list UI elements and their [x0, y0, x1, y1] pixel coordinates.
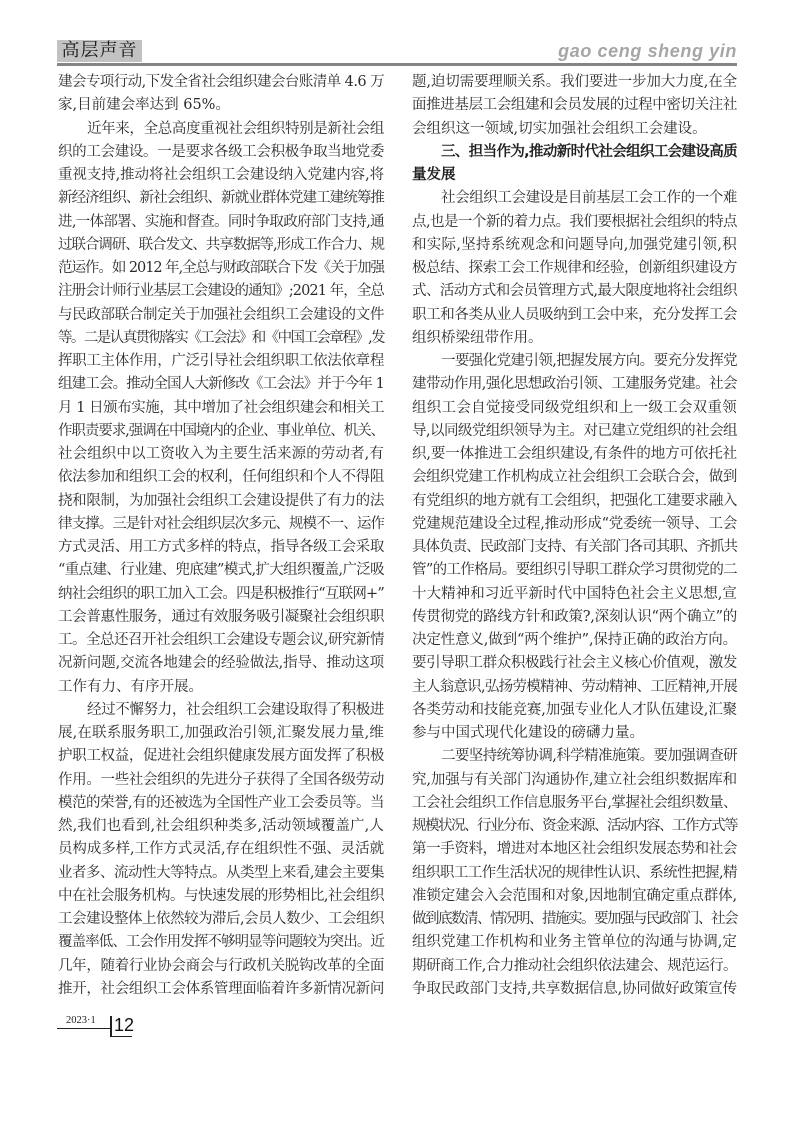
text-line: 覆盖率低、工会作用发挥不够明显等问题较为突出。近 — [58, 934, 384, 951]
text-line: 会组织党建工作机构成立社会组织工会联合会，做到 — [412, 469, 737, 486]
section-pinyin: gao ceng sheng yin — [558, 41, 737, 61]
paragraph — [58, 71, 384, 118]
text-line: 第一手资料，增进对本地区社会组织发展态势和社会 — [412, 841, 737, 858]
text-line: 导,以同级党组织领导为主。对已建立党组织的社会组 — [412, 422, 737, 439]
text-line: 建带动作用,强化思想政治引领、工建服务党建。社会 — [412, 376, 737, 393]
text-line: 组织党建工作机构和业务主管单位的沟通与协调,定 — [412, 934, 737, 951]
section-heading — [412, 141, 737, 188]
text-line: 一要强化党建引领,把握发展方向。要充分发挥党 — [441, 353, 737, 369]
text-line: 况新问题,交流各地建会的经验做法,指导、推动这项 — [58, 655, 384, 672]
text-line: 月 1 日颁布实施，其中增加了社会组织建会和相关工 — [58, 399, 384, 416]
text-line: 各类劳动和技能竞赛,加强专业化人才队伍建设,汇聚 — [412, 701, 737, 718]
text-line: 做到底数清、情况明、措施实。要加强与民政部门、社会 — [412, 911, 737, 927]
text-line: 近年来，全总高度重视社会组织特别是新社会组 — [87, 120, 384, 137]
text-line: 模范的荣誉,有的还被选为全国性产业工会委员等。当 — [58, 794, 384, 811]
text-line: 规模状况、行业分布、资金来源、活动内容、工作方式等 — [412, 818, 737, 834]
issue-label: 2023·1 — [66, 1015, 96, 1026]
text-line: 管”的工作格局。要组织引导职工群众学习贯彻党的二 — [412, 562, 737, 579]
paragraph — [412, 187, 737, 350]
text-line: 究,加强与有关部门沟通协作,建立社会组织数据库和 — [412, 771, 737, 788]
text-line: 有党组织的地方就有工会组织，把强化工建要求融入 — [412, 492, 737, 509]
text-line: 工会社会组织工作信息服务平台,掌握社会组织数量、 — [412, 794, 737, 811]
text-line: 新经济组织、新社会组织、新就业群体党建工建统筹推 — [58, 190, 384, 207]
text-line: 具体负责、民政部门支持、有关部门各司其职、齐抓共 — [412, 539, 737, 555]
text-line: 然,我们也看到,社会组织种类多,活动领域覆盖广,人 — [58, 818, 384, 834]
paragraph — [412, 350, 737, 745]
folio-underline — [57, 1028, 110, 1029]
text-line: 极总结、探索工会工作规律和经验，创新组织建设方 — [412, 260, 737, 276]
paragraph — [58, 118, 384, 699]
text-line: 中在社会服务机构。与快速发展的形势相比,社会组织 — [58, 887, 384, 904]
heading-line: 量发展 — [412, 167, 456, 183]
section-label-box — [57, 40, 142, 62]
text-line: 工。全总还召开社会组织工会建设专题会议,研究新情 — [58, 632, 384, 648]
text-line: 面推进基层工会组建和会员发展的过程中密切关注社 — [412, 97, 737, 114]
text-line: 注册会计师行业基层工会建设的通知》;2021 年，全总 — [58, 283, 384, 300]
text-line: 期研商工作,合力推动社会组织依法建会、规范运行。 — [412, 957, 737, 974]
text-line: “重点建、行业建、兜底建”模式,扩大组织覆盖,广泛吸 — [58, 562, 384, 579]
text-line: 作用。一些社会组织的先进分子获得了全国各级劳动 — [58, 771, 384, 788]
text-line: 主人翁意识,弘扬劳模精神、劳动精神、工匠精神,开展 — [412, 678, 737, 695]
text-line: 争取民政部门支持,共享数据信息,协同做好政策宣传 — [412, 980, 737, 997]
text-line: 挠和限制，为加强社会组织工会建设提供了有力的法 — [58, 492, 384, 509]
text-line: 范运作。如 2012 年,全总与财政部联合下发《关于加强 — [58, 260, 384, 276]
text-line: 组织工会自觉接受同级党组织和上一级工会双重领 — [412, 399, 737, 416]
text-line: 员构成多样,工作方式灵活,存在组织性不强、灵活就 — [58, 841, 384, 858]
text-line: 与民政部联合制定关于加强社会组织工会建设的文件 — [58, 306, 384, 323]
paragraph — [412, 71, 737, 141]
text-line: 建会专项行动,下发全省社会组织建会台账清单 4.6 万 — [58, 74, 384, 90]
text-line: 十大精神和习近平新时代中国特色社会主义思想,宣 — [412, 585, 737, 602]
text-line: 社会组织中以工资收入为主要生活来源的劳动者,有 — [58, 446, 384, 462]
folio-divider — [110, 1016, 112, 1037]
text-line: 组建工会。推动全国人大新修改《工会法》并于今年 1 — [58, 376, 384, 393]
text-line: 推开，社会组织工会体系管理面临着许多新情况新问 — [58, 980, 384, 997]
text-line: 重视支持,推动将社会组织工会建设纳入党建内容,将 — [58, 167, 384, 183]
text-line: 依法参加和组织工会的权利，任何组织和个人不得阻 — [58, 469, 384, 486]
text-line: 点,也是一个新的着力点。我们要根据社会组织的特点 — [412, 213, 737, 230]
right-column — [412, 71, 737, 1001]
text-line: 方式灵活、用工方式多样的特点，指导各级工会采取 — [58, 539, 384, 555]
heading-line: 三、担当作为,推动新时代社会组织工会建设高质 — [441, 143, 737, 160]
text-line: 护职工权益，促进社会组织健康发展方面发挥了积极 — [58, 748, 384, 765]
text-line: 织,要一体推进工会组织建设,有条件的地方可依托社 — [412, 446, 737, 462]
text-line: 几年，随着行业协会商会与行政机关脱钩改革的全面 — [58, 957, 384, 974]
text-line: 和实际,坚持系统观念和问题导向,加强党建引领,积 — [412, 236, 737, 253]
text-line: 家,目前建会率达到 65%。 — [58, 97, 230, 114]
left-column — [58, 71, 384, 1001]
page-number: 12 — [114, 1015, 135, 1035]
text-line: 组织职工工作生活状况的规律性认识、系统性把握,精 — [412, 864, 737, 881]
text-line: 参与中国式现代化建设的磅礴力量。 — [412, 725, 644, 741]
paragraph — [412, 745, 737, 1001]
text-line: 经过不懈努力，社会组织工会建设取得了积极进 — [87, 701, 384, 718]
text-line: 组织桥梁纽带作用。 — [412, 329, 543, 346]
text-line: 二要坚持统筹协调,科学精准施策。要加强调查研 — [441, 748, 737, 765]
text-line: 律支撑。三是针对社会组织层次多元、规模不一、运作 — [58, 515, 384, 532]
text-line: 职工和各类从业人员吸纳到工会中来，充分发挥工会 — [412, 306, 737, 323]
text-line: 传贯彻党的路线方针和政策?,深刻认识“两个确立”的 — [412, 608, 737, 625]
text-line: 等。二是认真贯彻落实《工会法》和《中国工会章程》,发 — [58, 329, 384, 346]
text-line: 工会建设整体上依然较为滞后,会员人数少、工会组织 — [58, 911, 384, 927]
text-line: 题,迫切需要理顺关系。我们要进一步加大力度,在全 — [412, 74, 737, 90]
text-line: 进,一体部署、实施和督查。同时争取政府部门支持,通 — [58, 213, 384, 230]
text-line: 社会组织工会建设是目前基层工会工作的一个难 — [441, 190, 737, 207]
text-line: 党建规范建设全过程,推动形成“党委统一领导、工会 — [412, 515, 737, 532]
text-line: 会组织这一领域,切实加强社会组织工会建设。 — [412, 120, 707, 137]
text-line: 挥职工主体作用，广泛引导社会组织职工依法依章程 — [58, 353, 384, 369]
text-line: 工作有力、有序开展。 — [58, 678, 203, 695]
text-line: 式、活动方式和会员管理方式,最大限度地将社会组织 — [412, 283, 737, 300]
text-line: 业者多、流动性大等特点。从类型上来看,建会主要集 — [58, 864, 384, 881]
text-line: 作职责要求,强调在中国境内的企业、事业单位、机关、 — [58, 422, 384, 439]
text-line: 准锁定建会入会范围和对象,因地制宜确定重点群体, — [412, 887, 737, 904]
text-line: 工会普惠性服务，通过有效服务吸引凝聚社会组织职 — [58, 608, 384, 625]
paragraph — [58, 699, 384, 1001]
text-line: 织的工会建设。一是要求各级工会积极争取当地党委 — [58, 143, 384, 160]
section-title: 高层声音 — [61, 40, 138, 61]
text-line: 要引导职工群众积极践行社会主义核心价值观，激发 — [412, 655, 737, 672]
header-rule — [57, 63, 737, 66]
text-line: 决定性意义,做到“两个维护”,保持正确的政治方向。 — [412, 632, 737, 648]
text-line: 纳社会组织的职工加入工会。四是积极推行“互联网+” — [58, 585, 384, 602]
text-line: 展,在联系服务职工,加强政治引领,汇聚发展力量,维 — [58, 725, 384, 741]
text-line: 过联合调研、联合发文、共享数据等,形成工作合力、规 — [58, 236, 384, 253]
folio-bottom-rule — [110, 1036, 132, 1037]
